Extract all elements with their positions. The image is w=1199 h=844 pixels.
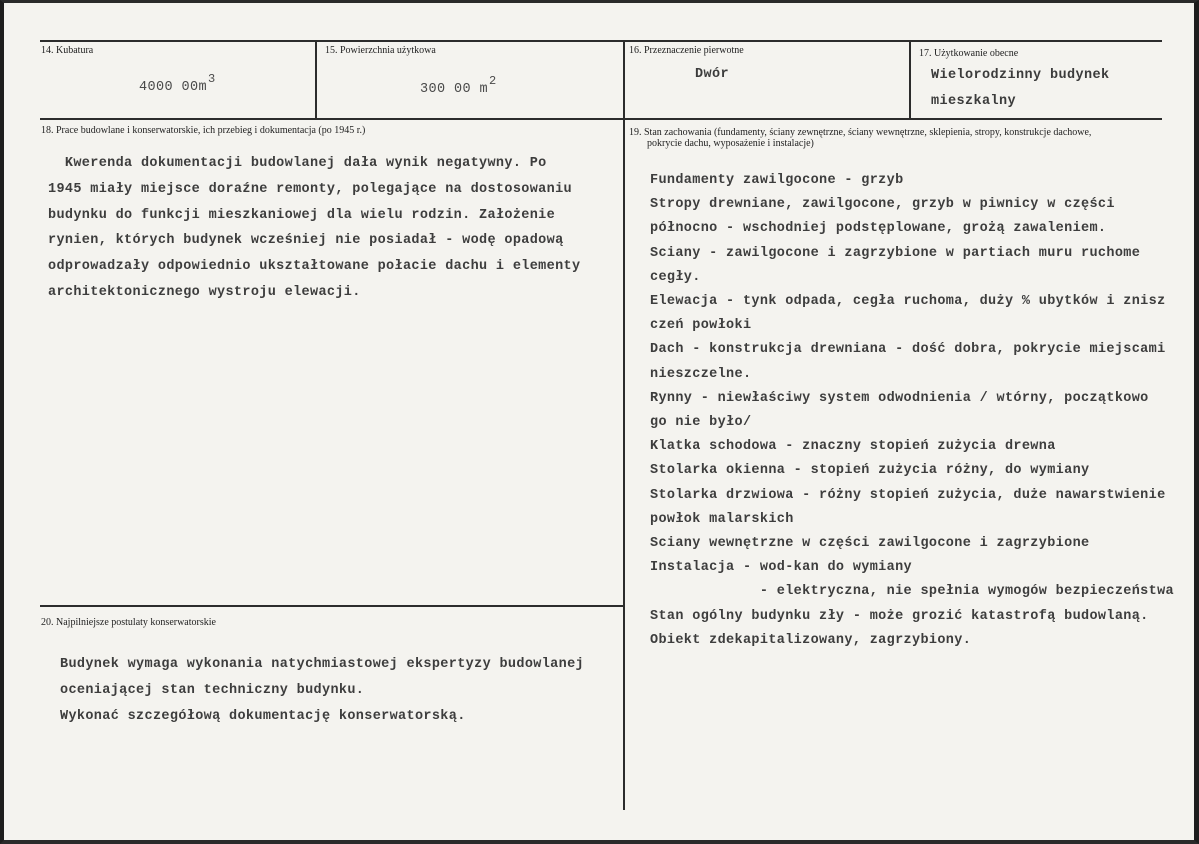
- top-rule: [40, 40, 1162, 42]
- stan-line: - elektryczna, nie spełnia wymogów bezpieczeństwa: [650, 584, 1174, 600]
- stan-line: Sciany wewnętrzne w części zawilgocone i zagrzybione: [650, 536, 1090, 552]
- stan-line: Elewacja - tynk odpada, cegła ruchoma, duży % ubytków i znisz: [650, 294, 1166, 310]
- prace-line: rynien, których budynek wcześniej nie posiadał - wodę opadową: [48, 233, 564, 249]
- stan-line: Stolarka drzwiowa - różny stopień zużycia, duże nawarstwienie: [650, 487, 1166, 503]
- kubatura-exponent: 3: [208, 72, 216, 86]
- prace-line: architektonicznego wystroju elewacji.: [48, 284, 361, 300]
- prace-line: budynku do funkcji mieszkaniowej dla wielu rodzin. Założenie: [48, 207, 556, 223]
- header-bottom-rule: [40, 118, 1162, 120]
- stan-line: cegły.: [650, 269, 701, 285]
- stan-line: Obiekt zdekapitalizowany, zagrzybiony.: [650, 632, 972, 648]
- main-vertical-divider: [623, 40, 625, 810]
- stan-line: północno - wschodniej podstęplowane, grożą zawaleniem.: [650, 221, 1107, 237]
- stan-label-line-2: pokrycie dachu, wyposażenie i instalacje): [647, 138, 814, 149]
- powierzchnia-number: 300 00 m: [420, 82, 489, 97]
- kubatura-label: 14. Kubatura: [41, 45, 94, 56]
- divider-14-15: [315, 40, 317, 118]
- uzytkowanie-line-2: mieszkalny: [931, 94, 1017, 109]
- powierzchnia-value: [386, 67, 497, 112]
- postulaty-line: oceniającej stan techniczny budynku.: [60, 683, 365, 698]
- stan-line: go nie było/: [650, 415, 752, 431]
- przeznaczenie-value: Dwór: [695, 67, 730, 82]
- uzytkowanie-label: 17. Użytkowanie obecne: [919, 48, 1019, 59]
- postulaty-text: [60, 652, 584, 730]
- prace-line: Kwerenda dokumentacji budowlanej dała wynik negatywny. Po: [48, 156, 547, 171]
- postulaty-line: Wykonać szczegółową dokumentację konserwatorską.: [60, 709, 466, 724]
- stan-line: Stan ogólny budynku zły - może grozić katastrofą budowlaną.: [650, 608, 1149, 624]
- uzytkowanie-line-1: Wielorodzinny budynek: [931, 68, 1110, 83]
- prace-line: 1945 miały miejsce doraźne remonty, polegające na dostosowaniu: [48, 181, 572, 197]
- stan-line: Klatka schodowa - znaczny stopień zużycia drewna: [650, 439, 1056, 455]
- postulaty-label: 20. Najpilniejsze postulaty konserwatorskie: [41, 617, 216, 628]
- prace-text: [48, 151, 580, 306]
- stan-line: nieszczelne.: [650, 366, 752, 382]
- stan-line: czeń powłoki: [650, 318, 752, 334]
- postulaty-line: Budynek wymaga wykonania natychmiastowej ekspertyzy budowlanej: [60, 657, 584, 672]
- section-20-rule: [40, 605, 625, 607]
- przeznaczenie-label: 16. Przeznaczenie pierwotne: [629, 45, 744, 56]
- stan-label-line-1: 19. Stan zachowania (fundamenty, ściany zewnętrzne, ściany wewnętrzne, sklepienia, stropy, konstrukcje dachowe,: [629, 127, 1092, 138]
- prace-line: odprowadzały odpowiednio ukształtowane połacie dachu i elementy: [48, 259, 581, 275]
- powierzchnia-label: 15. Powierzchnia użytkowa: [325, 45, 436, 56]
- powierzchnia-exponent: 2: [489, 74, 497, 88]
- stan-line: Stropy drewniane, zawilgocone, grzyb w piwnicy w części: [650, 197, 1115, 213]
- kubatura-number: 4000 00m: [139, 80, 208, 95]
- divider-16-17: [909, 40, 911, 118]
- stan-line: powłok malarskich: [650, 511, 794, 527]
- stan-line: Fundamenty zawilgocone - grzyb: [650, 173, 904, 188]
- stan-line: Rynny - niewłaściwy system odwodnienia / wtórny, początkowo: [650, 390, 1149, 406]
- stan-line: Sciany - zawilgocone i zagrzybione w partiach muru ruchome: [650, 245, 1141, 261]
- kubatura-value: [105, 65, 216, 110]
- stan-line: Dach - konstrukcja drewniana - dość dobra, pokrycie miejscami: [650, 342, 1166, 358]
- stan-line: Stolarka okienna - stopień zużycia różny, do wymiany: [650, 463, 1090, 479]
- prace-label: 18. Prace budowlane i konserwatorskie, ich przebieg i dokumentacja (po 1945 r.): [41, 125, 366, 136]
- stan-text: [650, 169, 1174, 653]
- stan-line: Instalacja - wod-kan do wymiany: [650, 560, 912, 576]
